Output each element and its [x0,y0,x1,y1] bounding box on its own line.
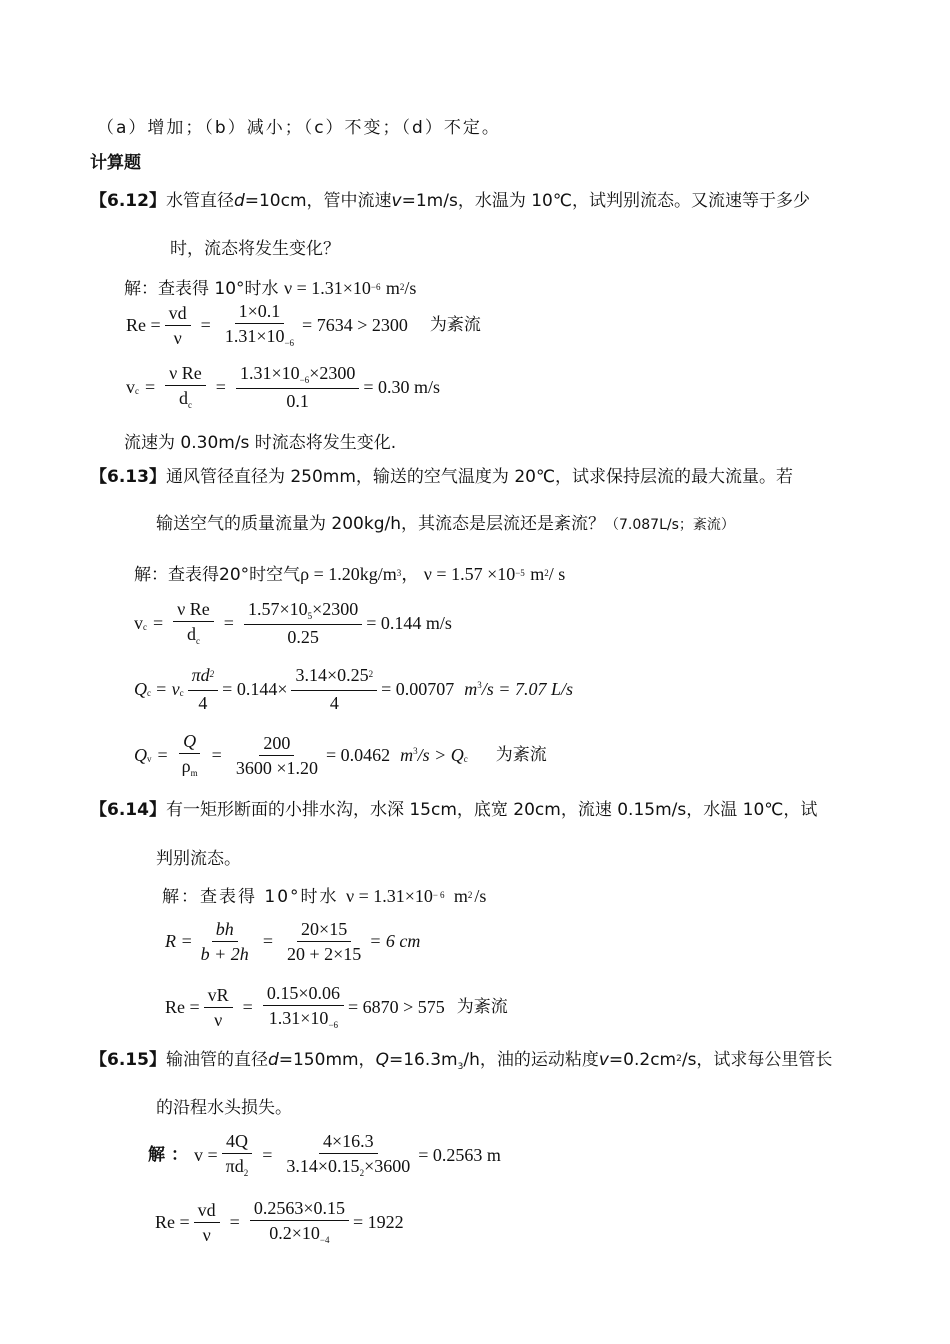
fraction [282,1130,414,1180]
fraction [283,918,365,965]
viscosity-value: ， ν = 1.57 ×10 [401,564,516,584]
numerator: 0.2563×0.15 [250,1197,349,1221]
formula-6-15-re: Re = $\frac{vd}{\nu}$ = $\frac{0.2563\times 0.15}{0.2\times 10_{-4}}$ = 1922 [155,1198,404,1245]
fraction [173,598,214,648]
exponent: 2 [676,1054,682,1064]
denominator: 20 + 2×15 [286,944,362,964]
fraction [263,982,344,1032]
formula-eq: = v [155,678,180,699]
denominator: ν [214,1009,223,1030]
unit: m [530,564,545,584]
problem-6-14-label: 【6.14】 [90,800,166,820]
section-title: 计算题 [90,153,141,173]
formula-note: 为紊流 [456,997,508,1017]
denominator: $\pi d_2$ [225,1156,249,1178]
numerator: $\pi d^2$ [188,664,219,691]
formula-lhs: Q [134,744,147,765]
exponent: 2 [544,568,549,578]
exponent: 3 [396,568,402,578]
problem-6-15-line2: 的沿程水头损失。 [156,1098,292,1118]
exponent: 3 [477,680,482,690]
denominator: 4 [329,693,339,713]
numerator: $3.14\times 0.25^2$ [291,664,377,691]
exponent: −6 [370,282,381,292]
problem-text: =1m/s，水温为 10℃，试判别流态。又流速等于多少 [401,191,810,211]
formula-6-12-vc: v c = $\frac{\text{ν Re}}{d_c}$ = $\frac{1.31\times 10_{-6}\times 2300}{0.1}$ = 0.30 m/s [126,363,441,411]
unit: m [385,278,400,298]
fraction [221,300,298,350]
numerator: vd [194,1199,220,1223]
numerator: Q [179,730,200,754]
exponent: 2 [399,282,405,292]
numerator: vd [165,302,191,326]
formula-note: 为紊流 [495,745,547,765]
fraction [291,664,377,714]
numerator: ν Re [165,362,206,386]
problem-text: 输送空气的质量流量为 200kg/h，其流态是层流还是紊流？ [156,514,605,534]
numerator: 1×0.1 [235,300,285,324]
problem-text: =10cm，管中流速 [244,191,392,211]
problem-6-13-line1 [90,464,793,490]
numerator: 20×15 [297,918,351,942]
denominator: $d_c$ [186,624,200,646]
fraction [244,598,362,648]
formula-result: = 1922 [352,1211,404,1232]
fraction [194,1199,220,1246]
subscript: c [179,688,184,698]
formula-6-13-qv: Q v = $\frac{Q}{\rho_m}$ = $\frac{200}{3600 \times 1.20}$ = 0.0462 m 3 /s > Q c 为紊流 [134,731,547,778]
var-d: d [267,1050,279,1070]
denominator: 3600 ×1.20 [235,757,318,778]
numerator: 4×16.3 [319,1130,378,1154]
formula-lhs: Re = [126,314,161,335]
formula-6-12-re: Re = $\frac{vd}{\nu}$ = $\frac{1\times 0.1}{1.31\times 10_{-6}}$ = 7634 > 2300 为紊流 [126,301,481,348]
exponent: 3 [457,1062,464,1072]
var-q: Q [375,1050,389,1070]
problem-6-13-label: 【6.13】 [90,467,166,487]
fraction [232,732,322,779]
formula-6-14-re: Re = $\frac{vR}{\nu}$ = $\frac{0.15\times 0.06}{1.31\times 10_{-6}}$ = 6870 > 575 为紊流 [165,983,508,1030]
formula-lhs: Re = [155,1211,190,1232]
formula-lhs: Q [134,678,147,699]
viscosity-value: ν = 1.31×10 [345,886,433,906]
denominator: $1.31\times 10_{-6}$ [224,326,295,348]
formula-result: = 6 cm [369,931,421,951]
denominator: $\rho_m$ [181,756,198,778]
formula-result: = 0.00707 [381,678,455,699]
subscript: c [147,688,151,698]
fraction [222,1130,253,1180]
formula-note: 为紊流 [429,315,481,335]
formula-6-15-v: 解： v = $\frac{4Q}{\pi d_2}$ = $\frac{4\times 16.3}{3.14\times 0.15_2\times 3600}$ = 0.2563 m [148,1131,501,1178]
problem-6-12-label: 【6.12】 [90,191,166,211]
formula-result: = 0.0462 [325,744,391,765]
denominator: 0.1 [286,391,309,411]
denominator: 4 [198,693,208,713]
formula-6-14-r: R = $\frac{bh}{b + 2h}$ = $\frac{20\times 15}{20 + 2\times 15}$ = 6 cm [165,919,421,964]
numerator: $1.57\times 10_5\times 2300$ [244,598,362,625]
unit: /s > Q [417,744,464,765]
formula-lhs: v [126,376,135,397]
conclusion-6-12: 流速为 0.30m/s 时流态将发生变化. [124,433,397,453]
formula-mid: = 0.144× [222,678,288,699]
problem-text: 输油管的直径 [165,1050,268,1070]
fraction [165,302,191,349]
formula-6-13-qc [134,664,573,714]
solution-prefix: 解：查表得 10°时水 [162,887,339,907]
numerator: $1.31\times 10_{-6}\times 2300$ [236,362,359,389]
fraction [188,664,219,714]
problem-text: =150mm， [278,1050,376,1070]
formula-result: = 6870 > 575 [347,996,445,1017]
formula-result: = 0.2563 m [418,1144,501,1165]
subscript: c [143,622,147,632]
denominator: ν [173,327,182,348]
numerator: 0.15×0.06 [263,982,344,1006]
formula-result: = 0.144 m/s [366,612,452,633]
solution-6-14-line [162,883,486,912]
fraction [178,730,202,780]
problem-6-14-line2: 判别流态。 [156,849,241,869]
formula-6-13-vc: v c = $\frac{\text{ν Re}}{d_c}$ = $\frac{1.57\times 10_5\times 2300}{0.25}$ = 0.144 m/s [134,599,452,647]
exponent: 2 [467,890,475,900]
unit: m [464,678,478,699]
problem-text: /s，试求每公里管长 [681,1050,833,1070]
problem-6-12-line2: 时，流态将发生变化？ [170,239,340,259]
problem-text: =0.2cm [608,1050,677,1070]
exponent: −6 [432,890,447,900]
solution-6-13-line [134,561,565,590]
unit: / s [548,564,566,584]
solution-prefix: 解：查表得20°时空气 [134,565,301,585]
formula-lhs: v [134,612,143,633]
problem-text: 水管直径 [165,191,234,211]
unit: /s [474,886,487,906]
denominator: b + 2h [200,944,249,964]
fraction [204,984,233,1031]
var-v: v [598,1050,609,1070]
fraction [165,362,206,412]
unit: /s = 7.07 L/s [481,678,573,699]
fraction [236,362,359,412]
denominator: $1.31\times 10_{-6}$ [268,1008,339,1030]
denominator: ν [202,1224,211,1245]
problem-6-14-line1 [90,797,817,823]
numerator: 4Q [222,1130,252,1154]
var-v: v [391,191,402,211]
formula-lhs: R = [165,931,193,951]
density-value: ρ = 1.20kg/m [300,564,397,584]
numerator: bh [212,918,238,942]
answer-hint: （7.087L/s；紊流） [605,517,735,533]
numerator: 200 [259,732,294,756]
formula-result: = 0.30 m/s [363,376,441,397]
options-line: （a）增加；（b）减小；（c）不变；（d）不定。 [97,118,501,138]
fraction [197,918,253,965]
unit: m [400,744,414,765]
fraction [250,1197,349,1247]
problem-6-13-line2 [156,511,735,538]
denominator: $3.14\times 0.15_2\times 3600$ [286,1156,411,1178]
denominator: 0.25 [287,627,319,647]
numerator: vR [204,984,233,1008]
problem-text: 通风管径直径为 250mm，输送的空气温度为 20℃，试求保持层流的最大流量。若 [165,467,794,487]
problem-text: 有一矩形断面的小排水沟，水深 15cm，底宽 20cm，流速 0.15m/s，水温 10℃，试 [165,800,818,820]
unit: /s [404,278,417,298]
denominator: $0.2\times 10_{-4}$ [269,1223,330,1245]
unit: m [453,886,468,906]
denominator: $d_c$ [178,388,192,410]
problem-text: /h，油的运动粘度 [463,1050,599,1070]
subscript: c [135,386,139,396]
exponent: −5 [515,568,525,578]
subscript: v [147,754,152,764]
problem-6-15-line1 [90,1047,832,1076]
problem-6-12-line1 [90,188,810,214]
problem-6-15-label: 【6.15】 [90,1050,166,1070]
viscosity-value: ν = 1.31×10 [283,278,371,298]
solution-prefix: 解： [148,1145,194,1165]
formula-lhs: v = [194,1144,218,1165]
numerator: ν Re [173,598,214,622]
formula-lhs: Re = [165,996,200,1017]
problem-text: =16.3m [388,1050,458,1070]
exponent: 3 [413,746,418,756]
solution-prefix: 解：查表得 10°时水 [124,279,279,299]
subscript: c [463,754,468,764]
var-d: d [233,191,245,211]
formula-result: = 7634 > 2300 [302,314,408,335]
